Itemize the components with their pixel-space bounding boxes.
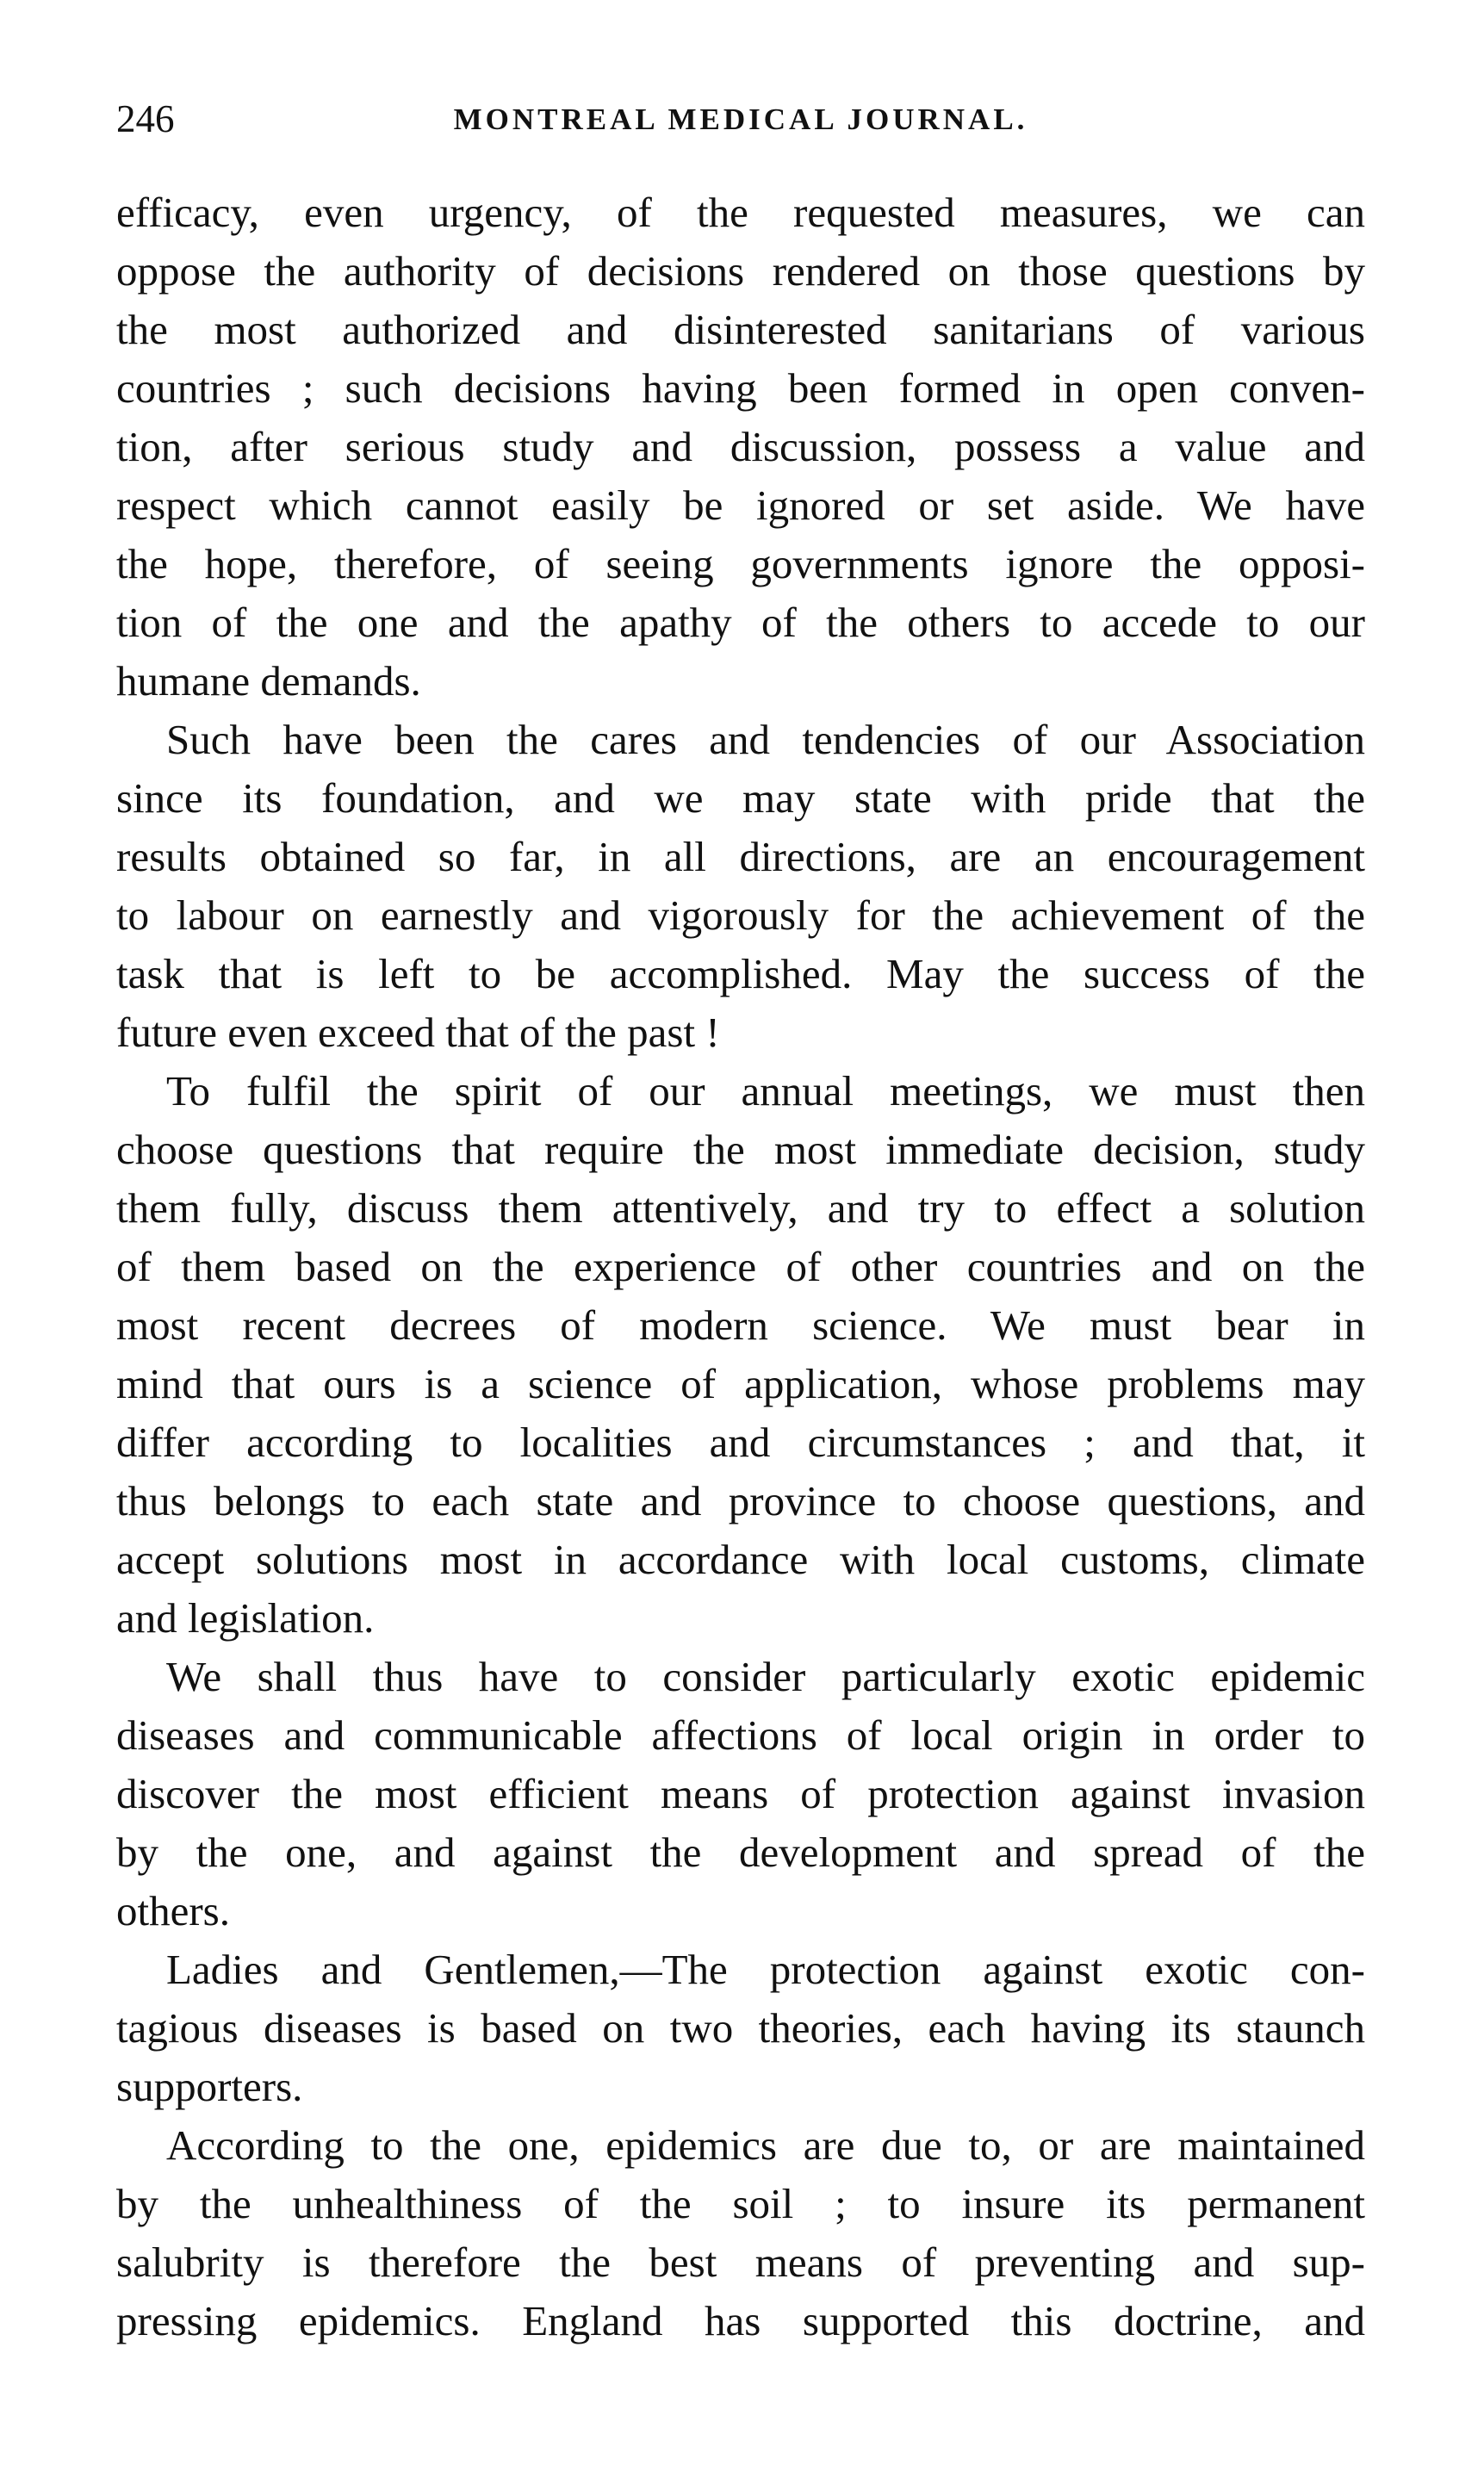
text-line: efficacy, even urgency, of the requested measures, we can — [116, 189, 1365, 236]
text-line: thus belongs to each state and province to choose questions, and — [116, 1477, 1365, 1524]
text-line: salubrity is therefore the best means of preventing and sup- — [116, 2239, 1365, 2286]
text-line: discover the most efficient means of protection against invasion — [116, 1770, 1365, 1817]
text-line: diseases and communicable affections of local origin in order to — [116, 1711, 1365, 1759]
text-line: humane demands. — [116, 657, 421, 705]
text-line: choose questions that require the most immediate decision, study — [116, 1126, 1365, 1173]
running-head: MONTREAL MEDICAL JOURNAL. — [453, 102, 1028, 136]
text-line: to labour on earnestly and vigorously for the achievement of the — [116, 891, 1365, 939]
text-line: future even exceed that of the past ! — [116, 1009, 720, 1056]
text-line: accept solutions most in accordance with local customs, climate — [116, 1536, 1365, 1583]
text-line: We shall thus have to consider particularly exotic epidemic — [166, 1653, 1365, 1700]
text-line: task that is left to be accomplished. May the success of the — [116, 950, 1365, 997]
text-line: the most authorized and disinterested sanitarians of various — [116, 306, 1365, 353]
text-line: of them based on the experience of other countries and on the — [116, 1243, 1365, 1290]
text-line: According to the one, epidemics are due to, or are maintained — [166, 2121, 1365, 2169]
text-line: supporters. — [116, 2063, 303, 2110]
text-line: Ladies and Gentlemen,—The protection against exotic con- — [166, 1946, 1365, 1993]
text-line: pressing epidemics. England has supported this doctrine, and — [116, 2297, 1365, 2344]
text-line: others. — [116, 1887, 230, 1934]
text-line: differ according to localities and circumstances ; and that, it — [116, 1419, 1365, 1466]
text-line: by the unhealthiness of the soil ; to insure its permanent — [116, 2180, 1365, 2227]
text-line: Such have been the cares and tendencies of our Association — [166, 716, 1365, 763]
text-line: them fully, discuss them attentively, and try to effect a solution — [116, 1184, 1365, 1232]
page-number: 246 — [116, 97, 175, 140]
text-line: and legislation. — [116, 1594, 375, 1642]
text-line: oppose the authority of decisions rendered on those questions by — [116, 247, 1365, 295]
text-line: respect which cannot easily be ignored or set aside. We have — [116, 481, 1365, 529]
text-line: most recent decrees of modern science. We must bear in — [116, 1301, 1365, 1349]
text-line: mind that ours is a science of application, whose problems may — [116, 1360, 1365, 1407]
text-line: tagious diseases is based on two theories, each having its staunch — [116, 2004, 1365, 2052]
text-line: To fulfil the spirit of our annual meetings, we must then — [166, 1067, 1365, 1115]
text-line: by the one, and against the development and spread of the — [116, 1829, 1365, 1876]
body-text — [116, 183, 1365, 2350]
text-line: results obtained so far, in all directions, are an encouragement — [116, 833, 1365, 880]
page-header — [116, 93, 1365, 145]
text-line: since its foundation, and we may state with pride that the — [116, 774, 1365, 822]
text-line: tion of the one and the apathy of the others to accede to our — [116, 599, 1365, 646]
text-line: the hope, therefore, of seeing governments ignore the opposi- — [116, 540, 1365, 587]
text-line: tion, after serious study and discussion, possess a value and — [116, 423, 1365, 470]
text-line: countries ; such decisions having been formed in open conven- — [116, 364, 1365, 412]
